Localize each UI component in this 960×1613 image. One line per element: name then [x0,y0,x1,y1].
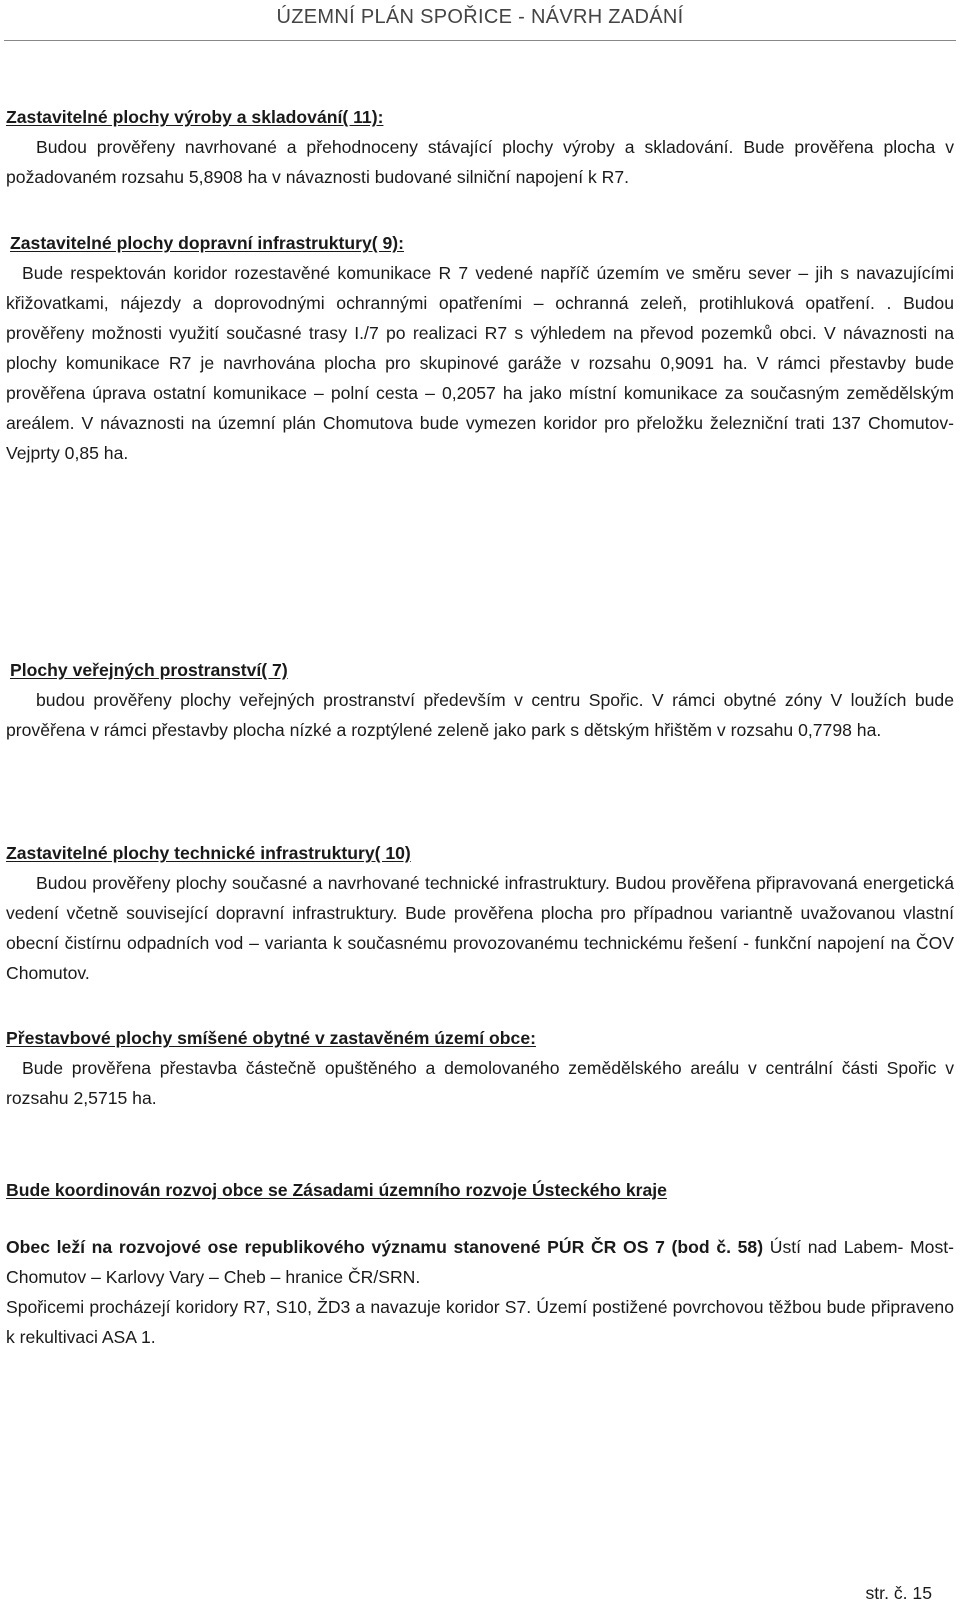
section-text-corridors: Spořicemi procházejí koridory R7, S10, ŽD3 a navazuje koridor S7. Území postižené povrchovou těžbou bude připraveno k rekultivaci ASA 1. [6,1297,954,1347]
section-text-coordination [6,1232,954,1292]
section-heading-transport: Zastavitelné plochy dopravní infrastruktury( 9): [10,233,404,253]
section-text-production: Budou prověřeny navrhované a přehodnoceny stávající plochy výroby a skladování. Bude prověřena plocha v požadovaném rozsahu 5,8908 ha v návaznosti budované silniční napojení k R7. [6,137,954,187]
section-coordination [6,1175,954,1352]
page-header-title: ÚZEMNÍ PLÁN SPOŘICE - NÁVRH ZADÁNÍ [276,6,684,28]
section-text-public-spaces: budou prověřeny plochy veřejných prostranství především v centru Spořic. V rámci obytné zóny V loužích bude prověřena v rámci přestavby plocha nízké a rozptýlené zeleně jako park s dětským hřištěm v rozsahu 0,7798 ha. [6,690,954,740]
section-text-technical: Budou prověřeny plochy současné a navrhované technické infrastruktury. Budou prověřena připravovaná energetická vedení včetně související dopravní infrastruktury. Bude prověřena plocha pro případnou variantně uvažovanou vlastní obecní čistírnu odpadních vod – varianta k současnému provozovanému technickému řešení - funkční napojení na ČOV Chomutov. [6,873,954,983]
section-transport [6,228,954,468]
section-text-redevelopment: Bude prověřena přestavba částečně opuštěného a demolovaného zemědělského areálu v centrální části Spořic v rozsahu 2,5715 ha. [6,1058,954,1108]
section-heading-public-spaces: Plochy veřejných prostranství( 7) [10,660,288,680]
section-heading-redevelopment: Přestavbové plochy smíšené obytné v zastavěném území obce: [6,1028,536,1048]
section-production [6,102,954,192]
section-text-transport: Bude respektován koridor rozestavěné komunikace R 7 vedené napříč územím ve směru sever – jih s navazujícími křižovatkami, nájezdy a doprovodnými ochrannými opatřeními – ochranná zeleň, protihluková opatření. . Budou prověřeny možnosti využití současné trasy I./7 po realizaci R7 s výhledem na převod pozemků obci. V návaznosti na plochy komunikace R7 je navrhována plocha pro skupinové garáže v rozsahu 0,9091 ha. V rámci přestavby bude prověřena úprava ostatní komunikace – polní cesta – 0,2057 ha jako místní komunikace za současným zemědělským areálem. V návaznosti na územní plán Chomutova bude vymezen koridor pro přeložku železniční trati 137 Chomutov-Vejprty 0,85 ha. [6,263,954,463]
section-heading-technical: Zastavitelné plochy technické infrastruktury( 10) [6,843,411,863]
section-redevelopment [6,1023,954,1113]
section-public-spaces [6,655,954,745]
section-technical [6,838,954,988]
development-axis-statement: Obec leží na rozvojové ose republikového významu stanovené PÚR ČR OS 7 (bod č. 58) [6,1237,764,1257]
development-axis-route: Ústí nad Labem- Most- Chomutov – Karlovy Vary – Cheb – hranice ČR/SRN. [6,1237,955,1287]
page-number: str. č. 15 [865,1583,932,1603]
section-heading-production: Zastavitelné plochy výroby a skladování( 11): [6,107,384,127]
section-heading-coordination: Bude koordinován rozvoj obce se Zásadami územního rozvoje Ústeckého kraje [6,1180,667,1200]
header-divider [4,40,956,41]
